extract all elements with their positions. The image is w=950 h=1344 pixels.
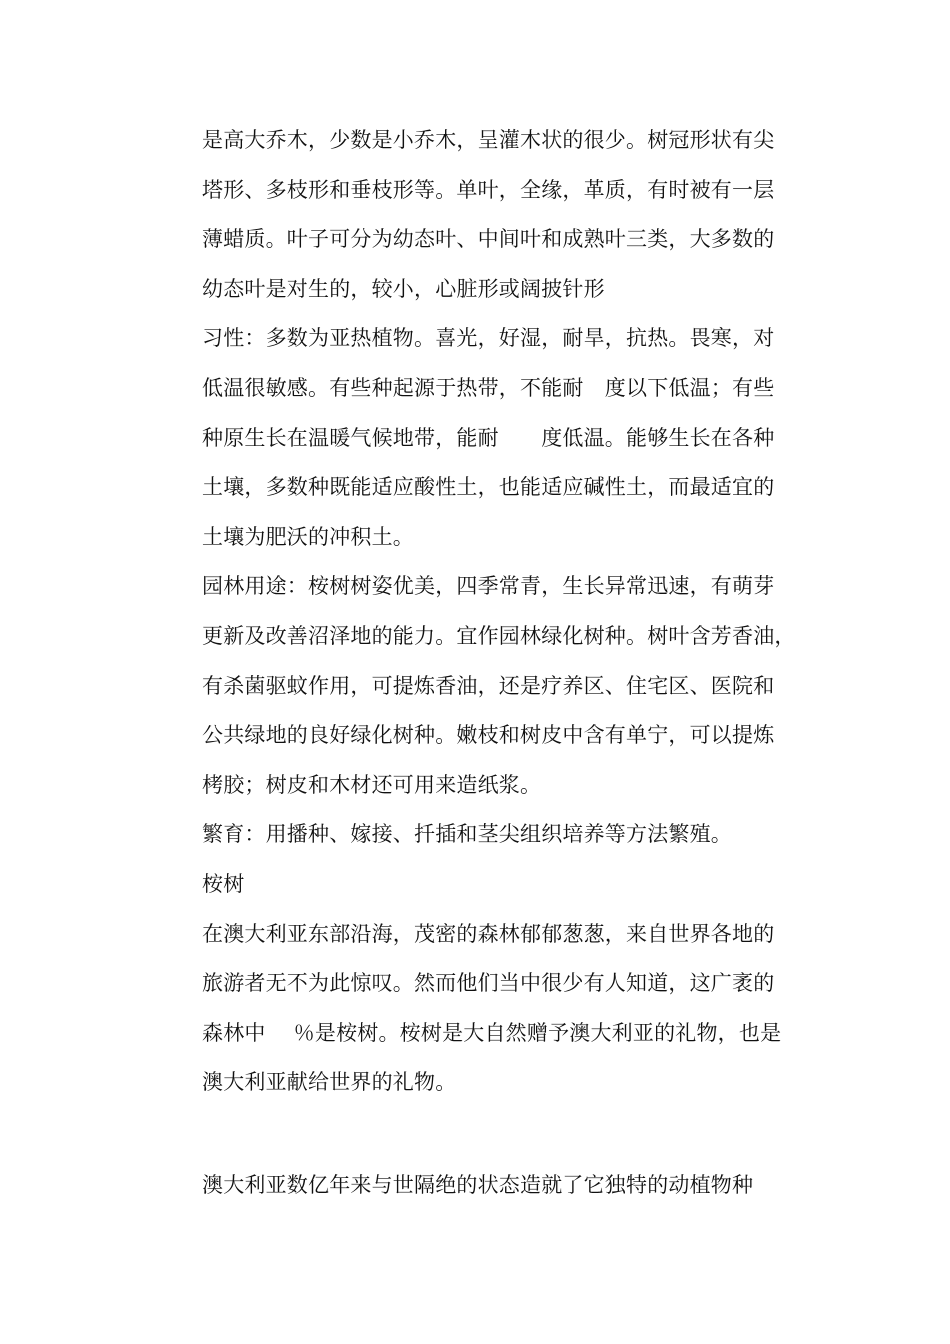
text-line: 种原生长在温暖气候地带，能耐 度低温。能够生长在各种 <box>202 425 775 450</box>
text-line: 更新及改善沼泽地的能力。宜作园林绿化树种。树叶含芳香油， <box>202 623 796 648</box>
text-line: 薄蜡质。叶子可分为幼态叶、中间叶和成熟叶三类，大多数的 <box>202 227 775 252</box>
paragraph-propagation: 繁育：用播种、嫁接、扦插和茎尖组织培养等方法繁殖。 <box>202 822 732 847</box>
paragraph-landscape-use: 园林用途：桉树树姿优美，四季常青，生长异常迅速，有萌芽 <box>202 574 775 599</box>
text-line: 土壤为肥沃的冲积土。 <box>202 524 414 549</box>
text-line: 森林中 ％是桉树。桉树是大自然赠予澳大利亚的礼物，也是 <box>202 1020 782 1045</box>
document-body <box>202 116 812 1210</box>
text-line: 澳大利亚献给世界的礼物。 <box>202 1070 457 1095</box>
text-line: 公共绿地的良好绿化树种。嫩枝和树皮中含有单宁，可以提炼 <box>202 723 775 748</box>
text-line: 土壤，多数种既能适应酸性土，也能适应碱性土，而最适宜的 <box>202 475 775 500</box>
text-line: 幼态叶是对生的，较小，心脏形或阔披针形 <box>202 276 605 301</box>
text-line: 低温很敏感。有些种起源于热带，不能耐 度以下低温；有些 <box>202 375 775 400</box>
paragraph-habit: 习性：多数为亚热植物。喜光，好湿，耐旱，抗热。畏寒，对 <box>202 326 775 351</box>
text-line: 是高大乔木，少数是小乔木，呈灌木状的很少。树冠形状有尖 <box>202 128 775 152</box>
text-line: 塔形、多枝形和垂枝形等。单叶，全缘，革质，有时被有一层 <box>202 177 775 202</box>
text-line: 在澳大利亚东部沿海，茂密的森林郁郁葱葱，来自世界各地的 <box>202 921 775 946</box>
text-line: 栲胶；树皮和木材还可用来造纸浆。 <box>202 772 542 797</box>
section-heading: 桉树 <box>202 871 245 896</box>
paragraph-spacer <box>202 1108 812 1161</box>
text-line: 旅游者无不为此惊叹。然而他们当中很少有人知道，这广袤的 <box>202 971 775 996</box>
text-line: 澳大利亚数亿年来与世隔绝的状态造就了它独特的动植物种 <box>202 1172 754 1197</box>
text-line: 有杀菌驱蚊作用，可提炼香油，还是疗养区、住宅区、医院和 <box>202 673 775 698</box>
